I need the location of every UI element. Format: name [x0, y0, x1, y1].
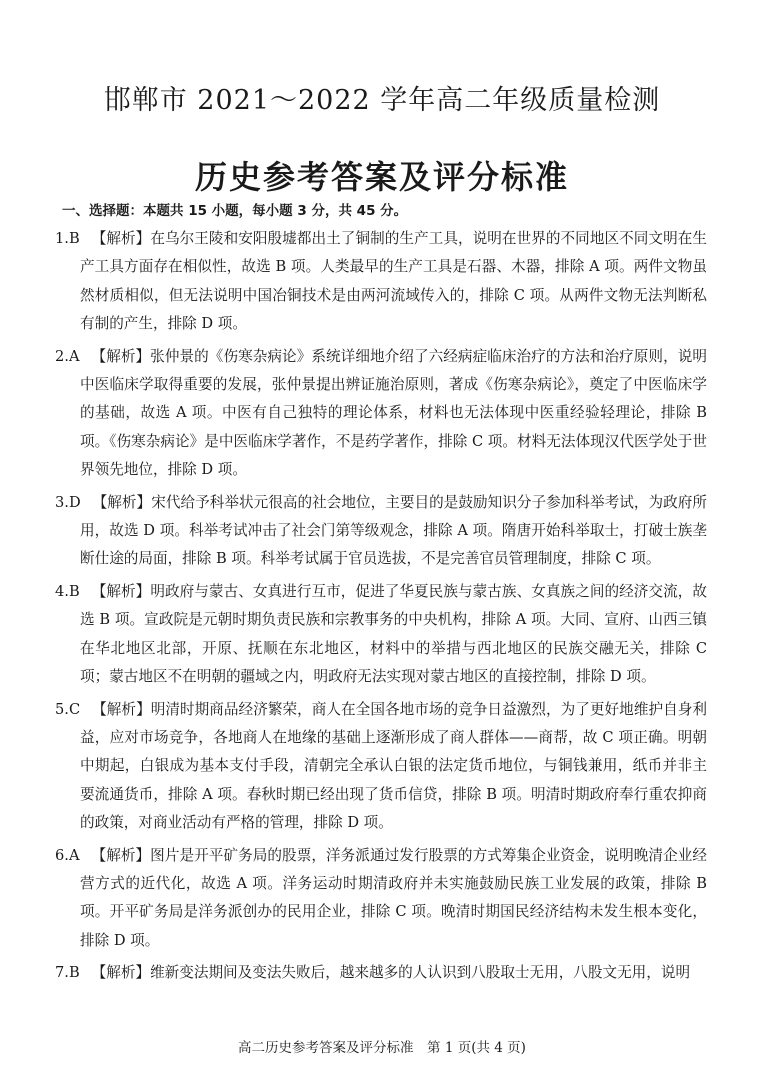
- analysis-tag: 【解析】: [91, 230, 151, 247]
- question-number: 2.: [55, 347, 69, 365]
- question-item: [55, 578, 707, 692]
- question-number: 4.: [55, 582, 69, 600]
- analysis-tag: 【解析】: [91, 964, 151, 982]
- question-item: [55, 959, 707, 987]
- analysis-text: 张仲景的《伤寒杂病论》系统详细地介绍了六经病症临床治疗的方法和治疗原则，说明中医临床学取得重要的发展，张仲景提出辨证施治原则，著成《伤寒杂病论》，奠定了中医临床学的基础，故选 A 项。中医有自己独特的理论体系，材料也无法体现中医重经验轻理论，排除 B 项。《伤寒杂病论》是中医临床学著作，不是药学著作，排除 C 项。材料无法体现汉代医学处于世界领先地位，排除 D 项。: [80, 347, 707, 479]
- analysis-tag: 【解析】: [91, 846, 151, 864]
- analysis-text: 维新变法期间及变法失败后，越来越多的人认识到八股取士无用，八股文无用，说明: [150, 964, 691, 982]
- question-item: [55, 696, 707, 838]
- question-item: [55, 842, 707, 956]
- question-answer: A: [68, 347, 80, 365]
- question-answer: D: [68, 493, 81, 511]
- question-number: 7.: [55, 964, 69, 982]
- question-number: 1.: [55, 230, 69, 247]
- page-footer: 高二历史参考答案及评分标准 第 1 页(共 4 页): [238, 1040, 526, 1056]
- analysis-text: 明政府与蒙古、女真进行互市，促进了华夏民族与蒙古族、女真族之间的经济交流，故选 B 项。宣政院是元朝时期负责民族和宗教事务的中央机构，排除 A 项。大同、宣府、山西三镇在华北地区北部，开原、抚顺在东北地区，材料中的举措与西北地区的民族交融无关，排除 C 项；蒙古地区不在明朝的疆域之内，明政府无法实现对蒙古地区的直接控制，排除 D 项。: [80, 582, 707, 686]
- analysis-text: 在乌尔王陵和安阳殷墟都出土了铜制的生产工具，说明在世界的不同地区不同文明在生产工具方面存在相似性，故选 B 项。人类最早的生产工具是石器、木器，排除 A 项。两件文物虽然材质相似，但无法说明中国冶铜技术是由两河流域传入的，排除 C 项。从两件文物无法判断私有制的产生，排除 D 项。: [80, 230, 707, 333]
- analysis-text: 宋代给予科举状元很高的社会地位，主要目的是鼓励知识分子参加科举考试，为政府所用，故选 D 项。科举考试冲击了社会门第等级观念，排除 A 项。隋唐开始科举取士，打破士族垄断仕途的局面，排除 B 项。科举考试属于官员选拔，不是完善官员管理制度，排除 C 项。: [80, 493, 707, 568]
- analysis-tag: 【解析】: [92, 493, 152, 511]
- question-number: 3.: [55, 493, 69, 511]
- question-number: 5.: [55, 700, 69, 718]
- question-answer: B: [68, 582, 80, 600]
- exam-title: 邯郸市 2021～2022 学年高二年级质量检测: [103, 85, 661, 116]
- question-list: [55, 225, 707, 992]
- question-answer: A: [68, 846, 80, 864]
- analysis-tag: 【解析】: [91, 347, 151, 365]
- question-number: 6.: [55, 846, 69, 864]
- question-item: [55, 225, 707, 339]
- analysis-tag: 【解析】: [92, 700, 151, 718]
- question-answer: B: [68, 230, 80, 247]
- document-title: 历史参考答案及评分标准: [194, 158, 569, 196]
- question-item: [55, 343, 707, 485]
- analysis-tag: 【解析】: [91, 582, 151, 600]
- section-heading: 一、选择题：本题共 15 小题，每小题 3 分，共 45 分。: [62, 203, 408, 219]
- analysis-text: 明清时期商品经济繁荣，商人在全国各地市场的竞争日益激烈，为了更好地维护自身利益，应对市场竞争，各地商人在地缘的基础上逐渐形成了商人群体——商帮，故 C 项正确。明朝中期起，白银成为基本支付手段，清朝完全承认白银的法定货币地位，与铜钱兼用，纸币并非主要流通货币，排除 A 项。春秋时期已经出现了货币信贷，排除 B 项。明清时期政府奉行重农抑商的政策，对商业活动有严格的管理，排除 D 项。: [80, 700, 707, 832]
- analysis-text: 图片是开平矿务局的股票，洋务派通过发行股票的方式筹集企业资金，说明晚清企业经营方式的近代化，故选 A 项。洋务运动时期清政府并未实施鼓励民族工业发展的政策，排除 B 项。开平矿务局是洋务派创办的民用企业，排除 C 项。晚清时期国民经济结构未发生根本变化，排除 D 项。: [80, 846, 707, 949]
- question-answer: B: [68, 964, 80, 982]
- question-answer: C: [68, 700, 81, 718]
- question-item: [55, 489, 707, 574]
